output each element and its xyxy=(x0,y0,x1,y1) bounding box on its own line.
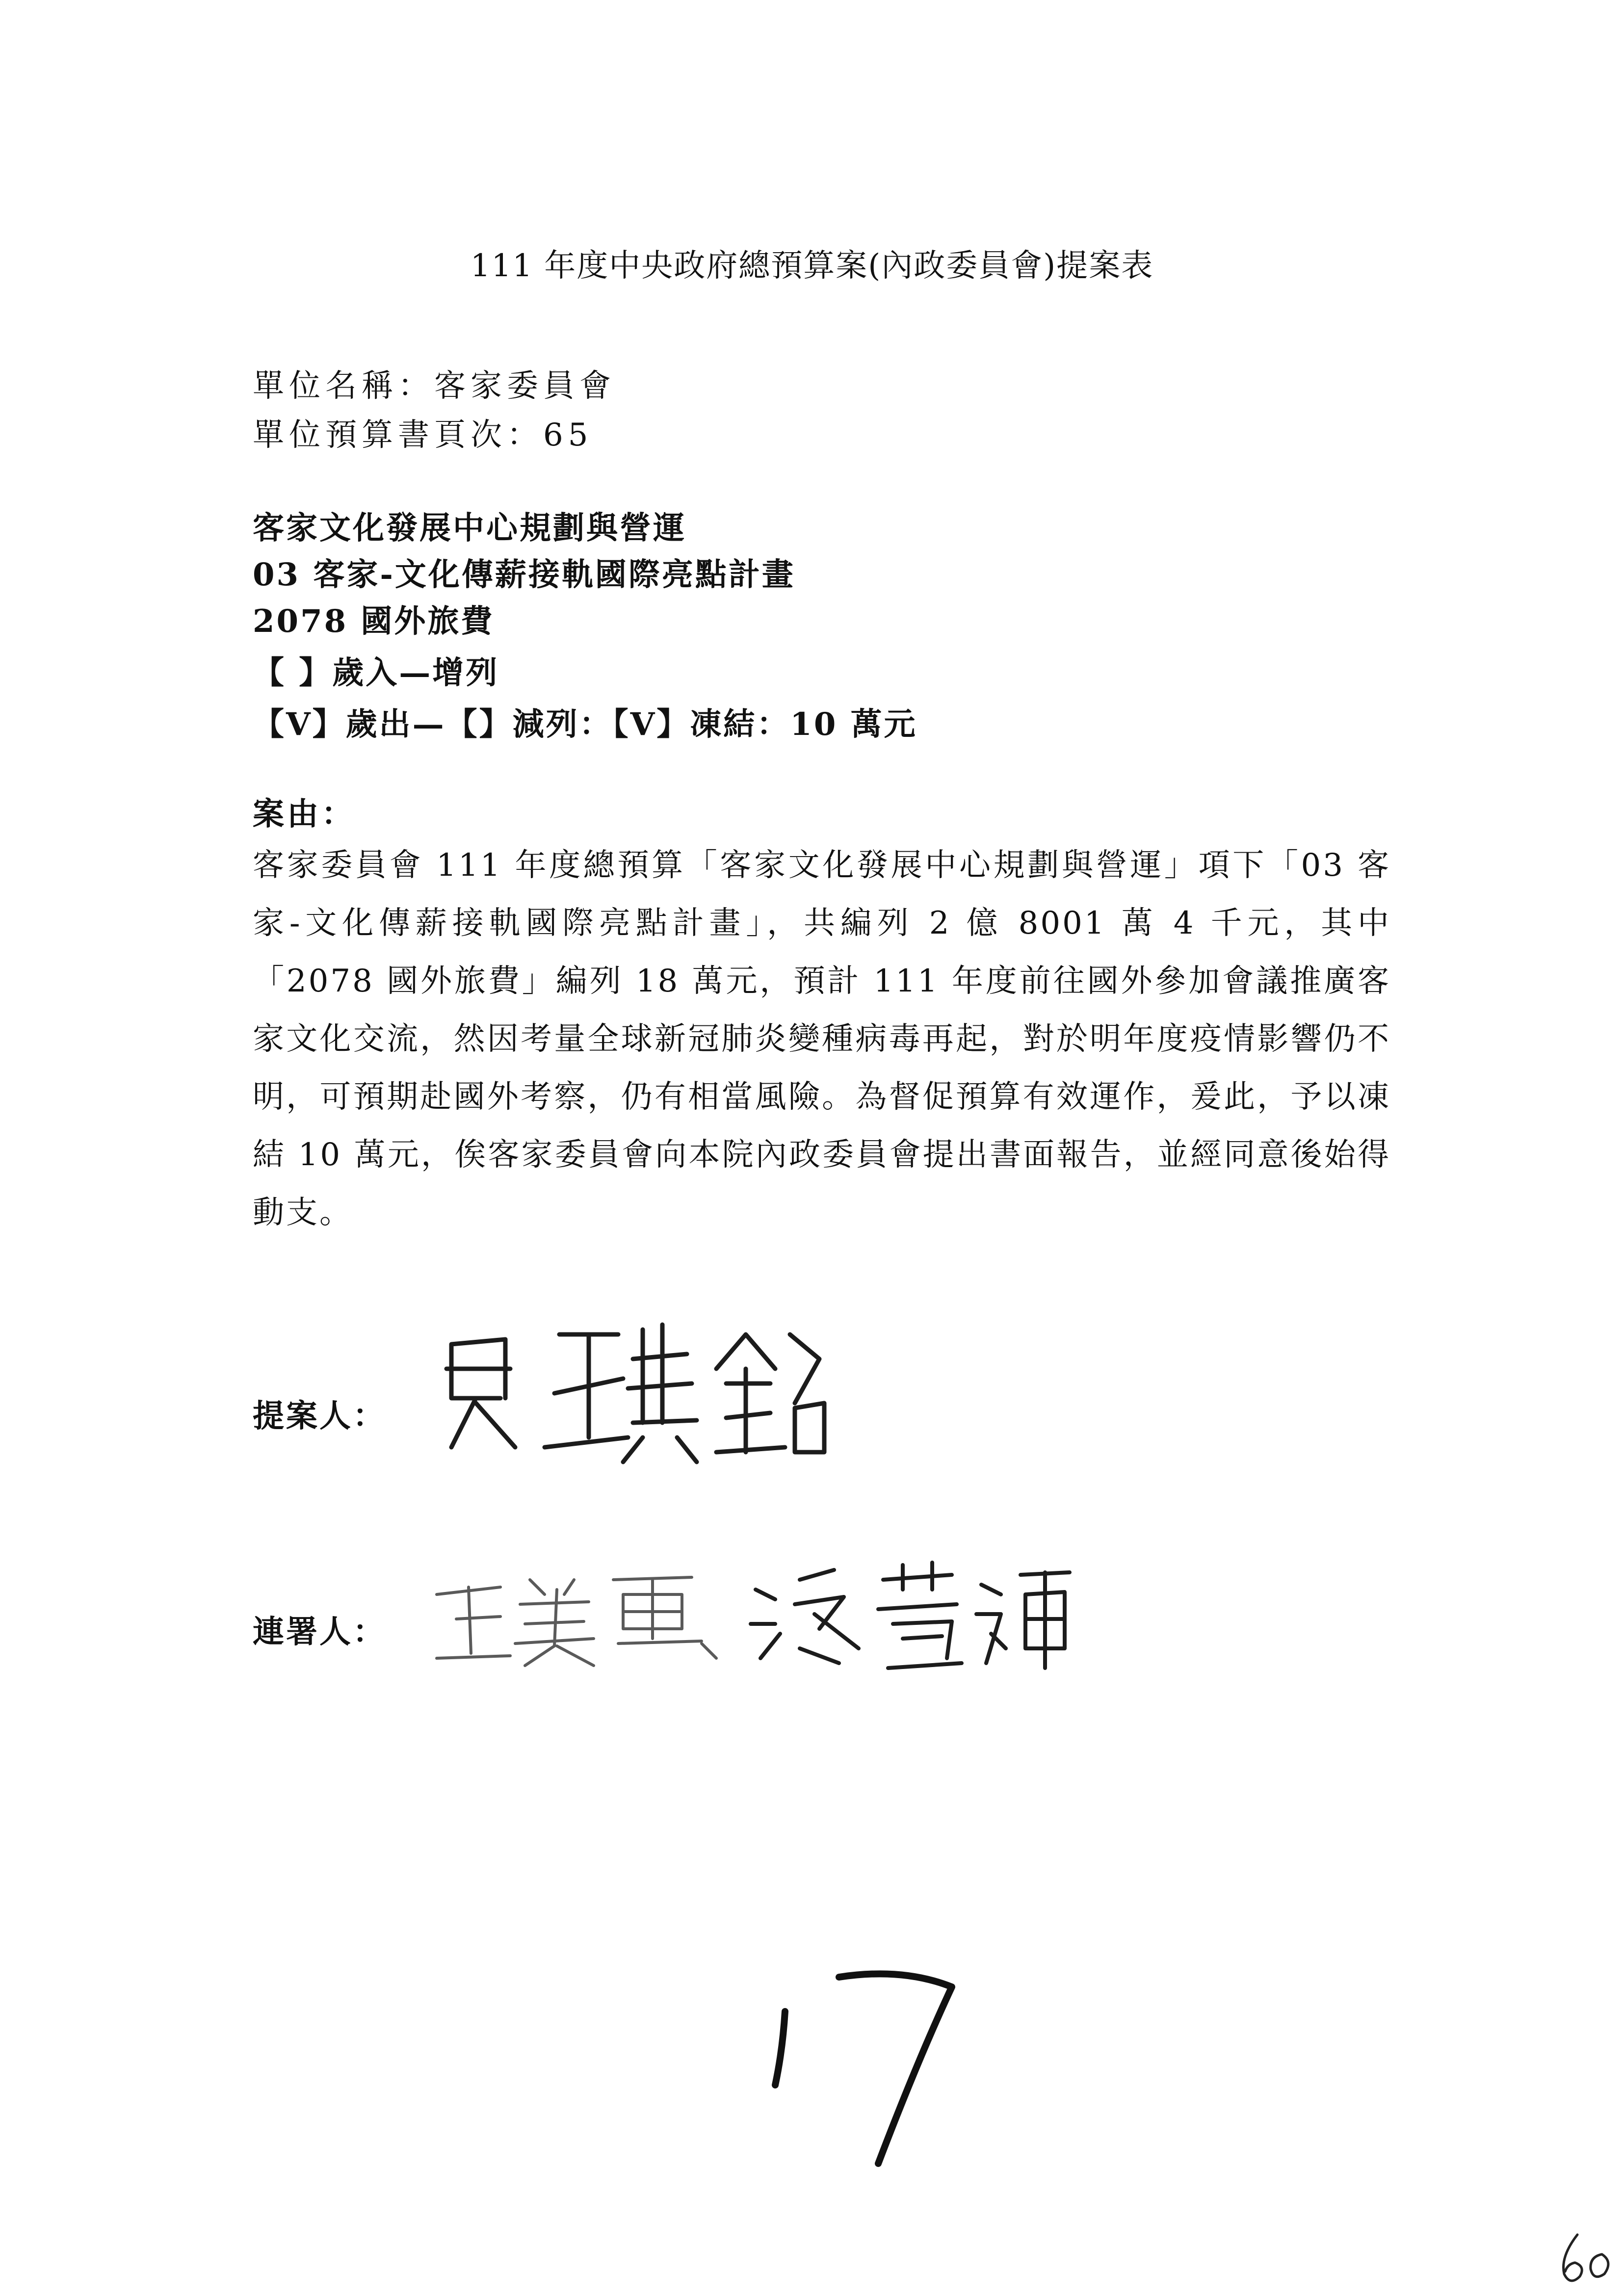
cosigner-label: 連署人： xyxy=(253,1614,386,1650)
budget-item: 2078 國外旅費 xyxy=(253,603,495,640)
proposer-signature xyxy=(432,1305,834,1467)
program-name: 客家文化發展中心規劃與營運 xyxy=(253,510,686,547)
expense-line: 【V】歲出—【】減列：【V】凍結：10 萬元 xyxy=(253,706,917,743)
unit-name: 單位名稱：客家委員會 xyxy=(253,368,616,404)
handwritten-number xyxy=(756,1962,991,2178)
reason-text: 客家委員會 111 年度總預算「客家文化發展中心規劃與營運」項下「03 客家-文化傳薪接軌國際亮點計畫」，共編列 2 億 8001 萬 4 千元，其中「2078 國外旅費」編列 18 萬元，預計 111 年度前往國外參加會議推廣客家文化交流，然因考量全球新冠肺炎變種病毒再起，對於明年度疫情影響仍不明，可預期赴國外考察，仍有相當風險。為督促預算有效運作，爰此，予以凍結 10 萬元，俟客家委員會向本院內政委員會提出書面報告，並經同意後始得動支。 xyxy=(253,847,1391,1231)
project-name: 03 客家-文化傳薪接軌國際亮點計畫 xyxy=(253,556,795,593)
proposer-label: 提案人： xyxy=(253,1398,386,1435)
reason-heading: 案由： xyxy=(253,796,356,833)
budget-page: 單位預算書頁次：65 xyxy=(253,417,593,453)
document-title: 111 年度中央政府總預算案(內政委員會)提案表 xyxy=(470,248,1154,284)
cosigner-signature-1 xyxy=(427,1560,721,1673)
cosigner-signature-2 xyxy=(746,1550,1089,1673)
revenue-line: 【 】歲入—增列 xyxy=(253,654,499,691)
page-number xyxy=(1555,2227,1619,2291)
